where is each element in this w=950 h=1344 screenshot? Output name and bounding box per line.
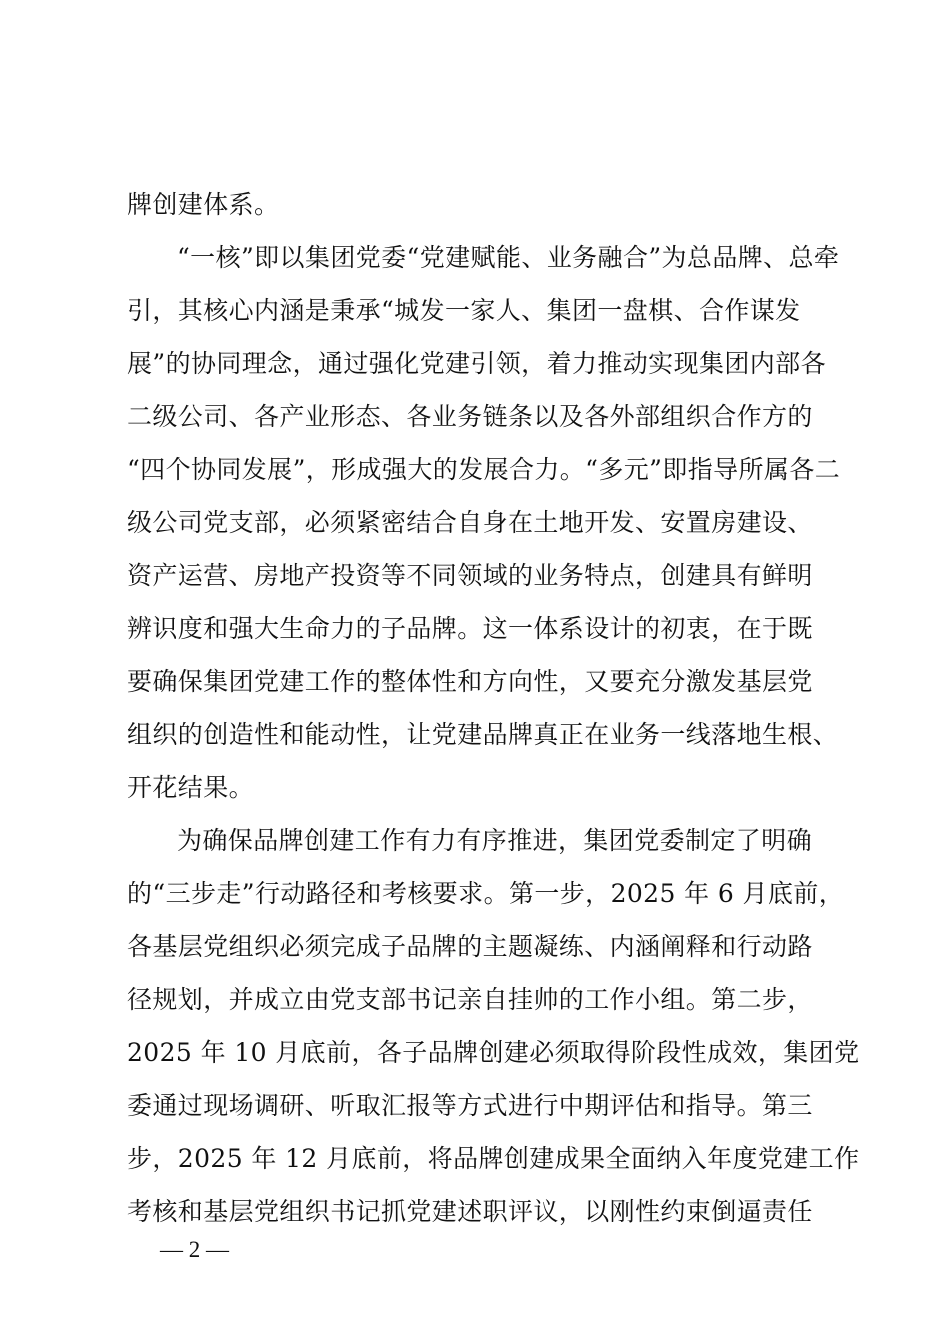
text-line: 考核和基层党组织书记抓党建述职评议，以刚性约束倒逼责任 [127,1197,813,1226]
text-line: 引，其核心内涵是秉承“城发一家人、集团一盘棋、合作谋发 [127,296,801,325]
text-line: 辨识度和强大生命力的子品牌。这一体系设计的初衷，在于既 [127,614,813,643]
text-line: “一核”即以集团党委“党建赋能、业务融合”为总品牌、总牵 [177,243,840,272]
text-line: 牌创建体系。 [127,190,280,219]
text-line: 开花结果。 [127,773,255,802]
text-line: 的“三步走”行动路径和考核要求。第一步，2025 年 6 月底前， [127,879,845,908]
text-line: 展”的协同理念，通过强化党建引领，着力推动实现集团内部各 [127,349,826,378]
text-line: 2025 年 10 月底前，各子品牌创建必须取得阶段性成效，集团党 [127,1038,860,1067]
text-line: 步，2025 年 12 月底前，将品牌创建成果全面纳入年度党建工作 [127,1144,860,1173]
text-line: 级公司党支部，必须紧密结合自身在土地开发、安置房建设、 [127,508,813,537]
body-text [127,178,867,1238]
paragraph-continuation [127,178,867,231]
text-line: “四个协同发展”，形成强大的发展合力。“多元”即指导所属各二 [127,455,841,484]
text-line: 为确保品牌创建工作有力有序推进，集团党委制定了明确 [177,826,813,855]
text-line: 组织的创造性和能动性，让党建品牌真正在业务一线落地生根、 [127,720,839,749]
text-line: 资产运营、房地产投资等不同领域的业务特点，创建具有鲜明 [127,561,813,590]
text-line: 委通过现场调研、听取汇报等方式进行中期评估和指导。第三 [127,1091,813,1120]
paragraph-three-steps [127,814,867,1238]
text-line: 要确保集团党建工作的整体性和方向性，又要充分激发基层党 [127,667,813,696]
text-line: 径规划，并成立由党支部书记亲自挂帅的工作小组。第二步， [127,985,813,1014]
text-line: 二级公司、各产业形态、各业务链条以及各外部组织合作方的 [127,402,813,431]
page-number: — 2 — [160,1237,229,1262]
text-line: 各基层党组织必须完成子品牌的主题凝练、内涵阐释和行动路 [127,932,813,961]
paragraph-one-core [127,231,867,814]
